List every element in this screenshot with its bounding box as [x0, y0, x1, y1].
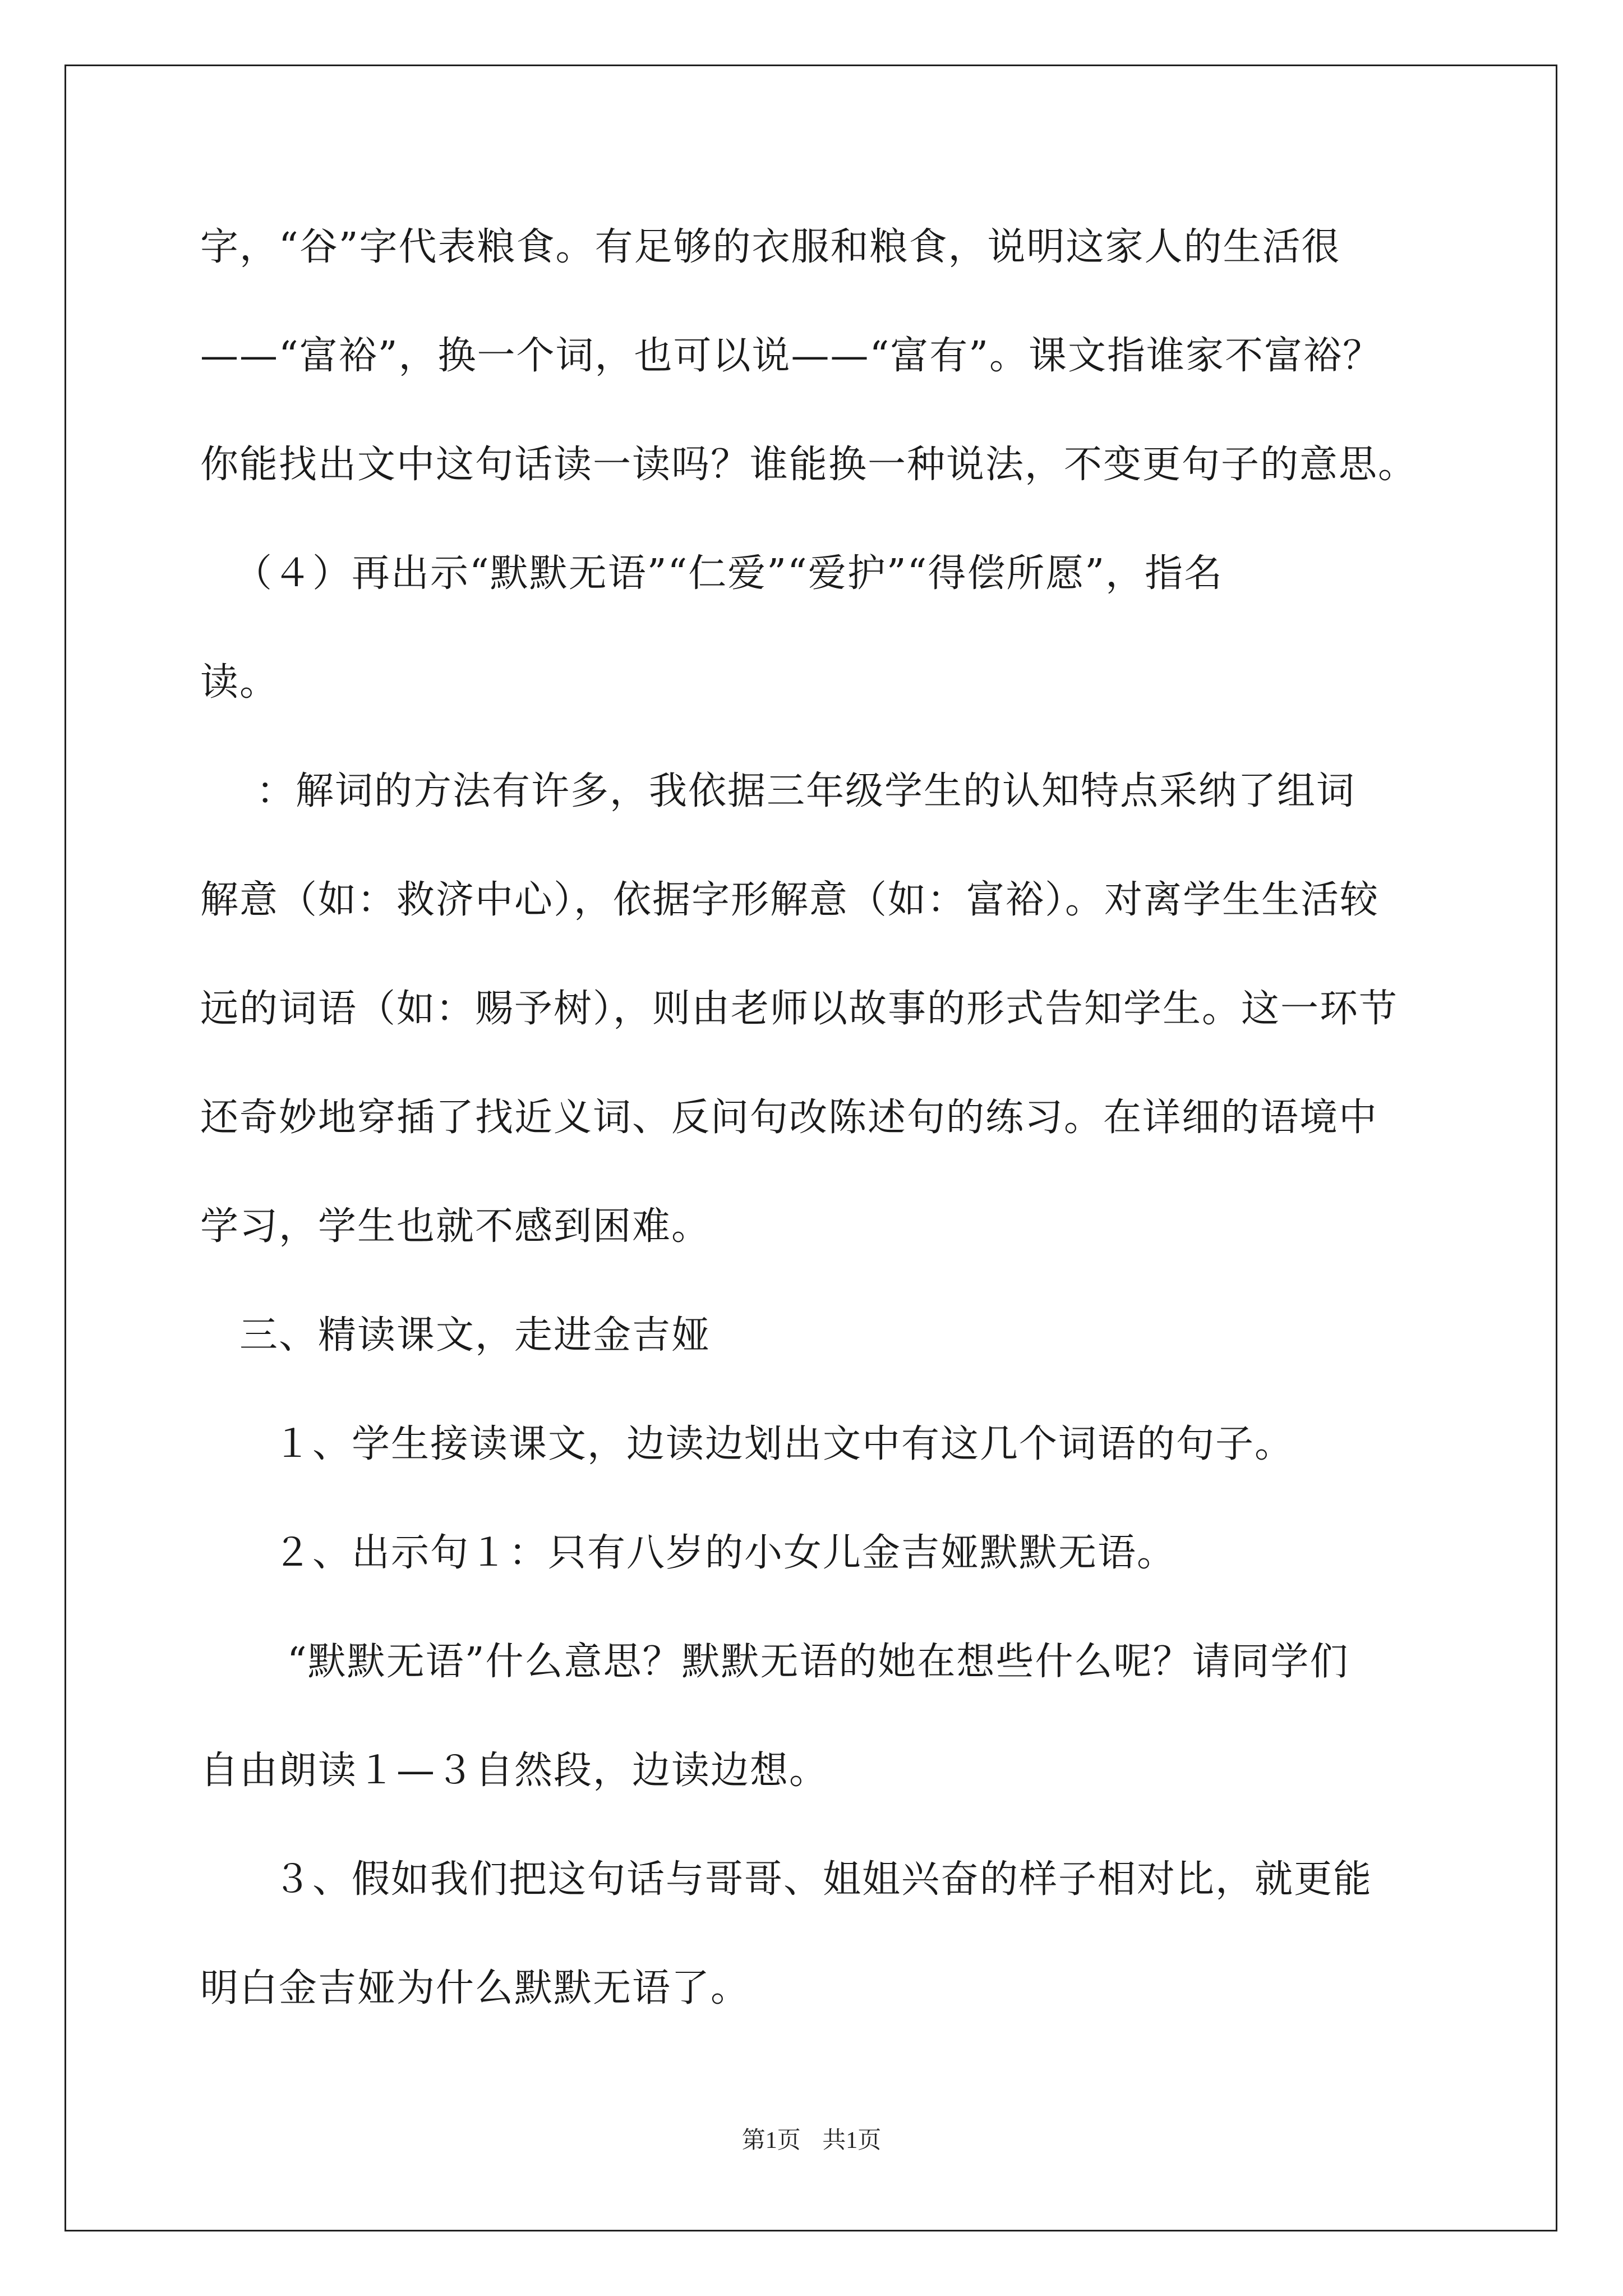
text-line: １、学生接读课文，边读边划出文中有这几个词语的句子。: [273, 1422, 1294, 1466]
section-heading: 三、精读课文，走进金吉娅: [239, 1313, 711, 1358]
text-line: （４）再出示“默默无语”“仁爱”“爱护”“得偿所愿”，指名: [234, 551, 1224, 596]
text-line: 还奇妙地穿插了找近义词、反问句改陈述句的练习。在详细的语境中: [200, 1096, 1378, 1140]
page-number: 第1页: [741, 2128, 801, 2154]
page-total: 共1页: [822, 2128, 882, 2154]
text-line: “默默无语”什么意思？默默无语的她在想些什么呢？请同学们: [287, 1640, 1349, 1684]
text-line: 解意（如：救济中心），依据字形解意（如：富裕）。对离学生生活较: [200, 878, 1380, 922]
text-line: 你能找出文中这句话读一读吗？谁能换一种说法，不变更句子的意思。: [200, 443, 1418, 487]
text-line: 学习，学生也就不感到困难。: [200, 1204, 711, 1249]
text-line: 远的词语（如：赐予树），则由老师以故事的形式告知学生。这一环节: [200, 987, 1399, 1031]
text-line: 读。: [200, 660, 279, 705]
text-line: 字，“谷”字代表粮食。有足够的衣服和粮食，说明这家人的生活很: [200, 225, 1341, 269]
text-line: 明白金吉娅为什么默默无语了。: [200, 1966, 750, 2010]
page-footer: [0, 2124, 1623, 2157]
text-line: ３、假如我们把这句话与哥哥、姐姐兴奋的样子相对比，就更能: [273, 1857, 1373, 1902]
page-border: [64, 65, 1557, 2231]
text-line: 自由朗读１—３自然段，边读边想。: [200, 1749, 829, 1793]
text-line: ：解词的方法有许多，我依据三年级学生的认知特点采纳了组词: [256, 769, 1356, 813]
text-line: ２、出示句１：只有八岁的小女儿金吉娅默默无语。: [273, 1531, 1177, 1575]
text-line: ——“富裕”，换一个词，也可以说——“富有”。课文指谁家不富裕？: [200, 334, 1382, 378]
